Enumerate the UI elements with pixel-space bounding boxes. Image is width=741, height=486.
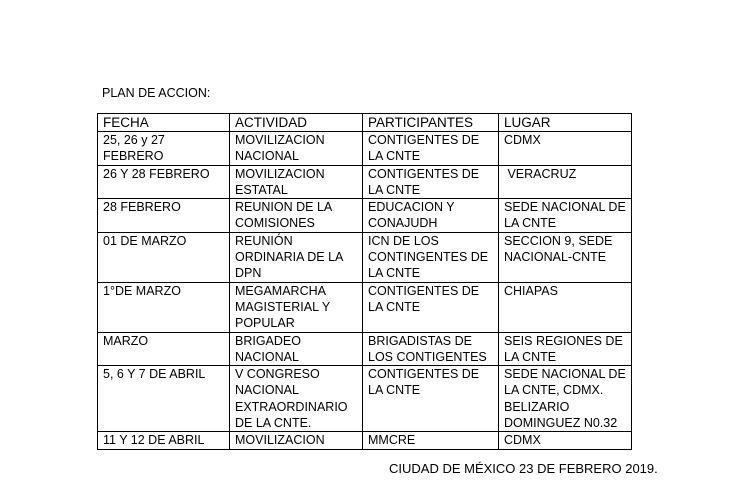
table-row: [98, 432, 632, 449]
cell-lugar: VERACRUZ: [499, 165, 632, 199]
header-participantes: PARTICIPANTES: [363, 114, 499, 132]
header-actividad: ACTIVIDAD: [230, 114, 363, 132]
table-row: [98, 165, 632, 199]
cell-participantes: MMCRE: [363, 432, 499, 449]
cell-participantes: CONTIGENTES DE LA CNTE: [363, 282, 499, 332]
cell-fecha: 25, 26 y 27 FEBRERO: [98, 132, 230, 166]
cell-fecha: 1°DE MARZO: [98, 282, 230, 332]
cell-fecha: 01 DE MARZO: [98, 232, 230, 282]
header-fecha: FECHA: [98, 114, 230, 132]
cell-lugar: SEIS REGIONES DE LA CNTE: [499, 332, 632, 366]
cell-lugar: SEDE NACIONAL DE LA CNTE, CDMX. BELIZARIO DOMINGUEZ N0.32: [499, 366, 632, 432]
cell-participantes: EDUCACION Y CONAJUDH: [363, 199, 499, 233]
cell-actividad: REUNION DE LA COMISIONES: [230, 199, 363, 233]
cell-actividad: V CONGRESO NACIONAL EXTRAORDINARIO DE LA CNTE.: [230, 366, 363, 432]
cell-lugar: CHIAPAS: [499, 282, 632, 332]
cell-actividad: MEGAMARCHA MAGISTERIAL Y POPULAR: [230, 282, 363, 332]
cell-actividad: MOVILIZACION ESTATAL: [230, 165, 363, 199]
table-row: [98, 332, 632, 366]
table-row: [98, 132, 632, 166]
cell-fecha: 5, 6 Y 7 DE ABRIL: [98, 366, 230, 432]
cell-participantes: CONTIGENTES DE LA CNTE: [363, 132, 499, 166]
cell-lugar: CDMX: [499, 432, 632, 449]
cell-fecha: 11 Y 12 DE ABRIL: [98, 432, 230, 449]
action-plan-table: [97, 113, 632, 450]
plan-title: PLAN DE ACCION:: [102, 86, 211, 100]
cell-fecha: 28 FEBRERO: [98, 199, 230, 233]
document-footer-date: CIUDAD DE MÉXICO 23 DE FEBRERO 2019.: [389, 461, 658, 476]
cell-lugar: CDMX: [499, 132, 632, 166]
cell-actividad: BRIGADEO NACIONAL: [230, 332, 363, 366]
cell-actividad: REUNIÓN ORDINARIA DE LA DPN: [230, 232, 363, 282]
cell-participantes: CONTIGENTES DE LA CNTE: [363, 366, 499, 432]
cell-fecha: 26 Y 28 FEBRERO: [98, 165, 230, 199]
cell-participantes: CONTIGENTES DE LA CNTE: [363, 165, 499, 199]
cell-actividad: MOVILIZACION NACIONAL: [230, 132, 363, 166]
table-row: [98, 366, 632, 432]
cell-lugar: SEDE NACIONAL DE LA CNTE: [499, 199, 632, 233]
cell-participantes: BRIGADISTAS DE LOS CONTIGENTES: [363, 332, 499, 366]
header-lugar: LUGAR: [499, 114, 632, 132]
cell-participantes: ICN DE LOS CONTINGENTES DE LA CNTE: [363, 232, 499, 282]
table-row: [98, 199, 632, 233]
table-row: [98, 282, 632, 332]
cell-fecha: MARZO: [98, 332, 230, 366]
table-header-row: [98, 114, 632, 132]
table-row: [98, 232, 632, 282]
cell-actividad: MOVILIZACION: [230, 432, 363, 449]
cell-lugar: SECCION 9, SEDE NACIONAL-CNTE: [499, 232, 632, 282]
